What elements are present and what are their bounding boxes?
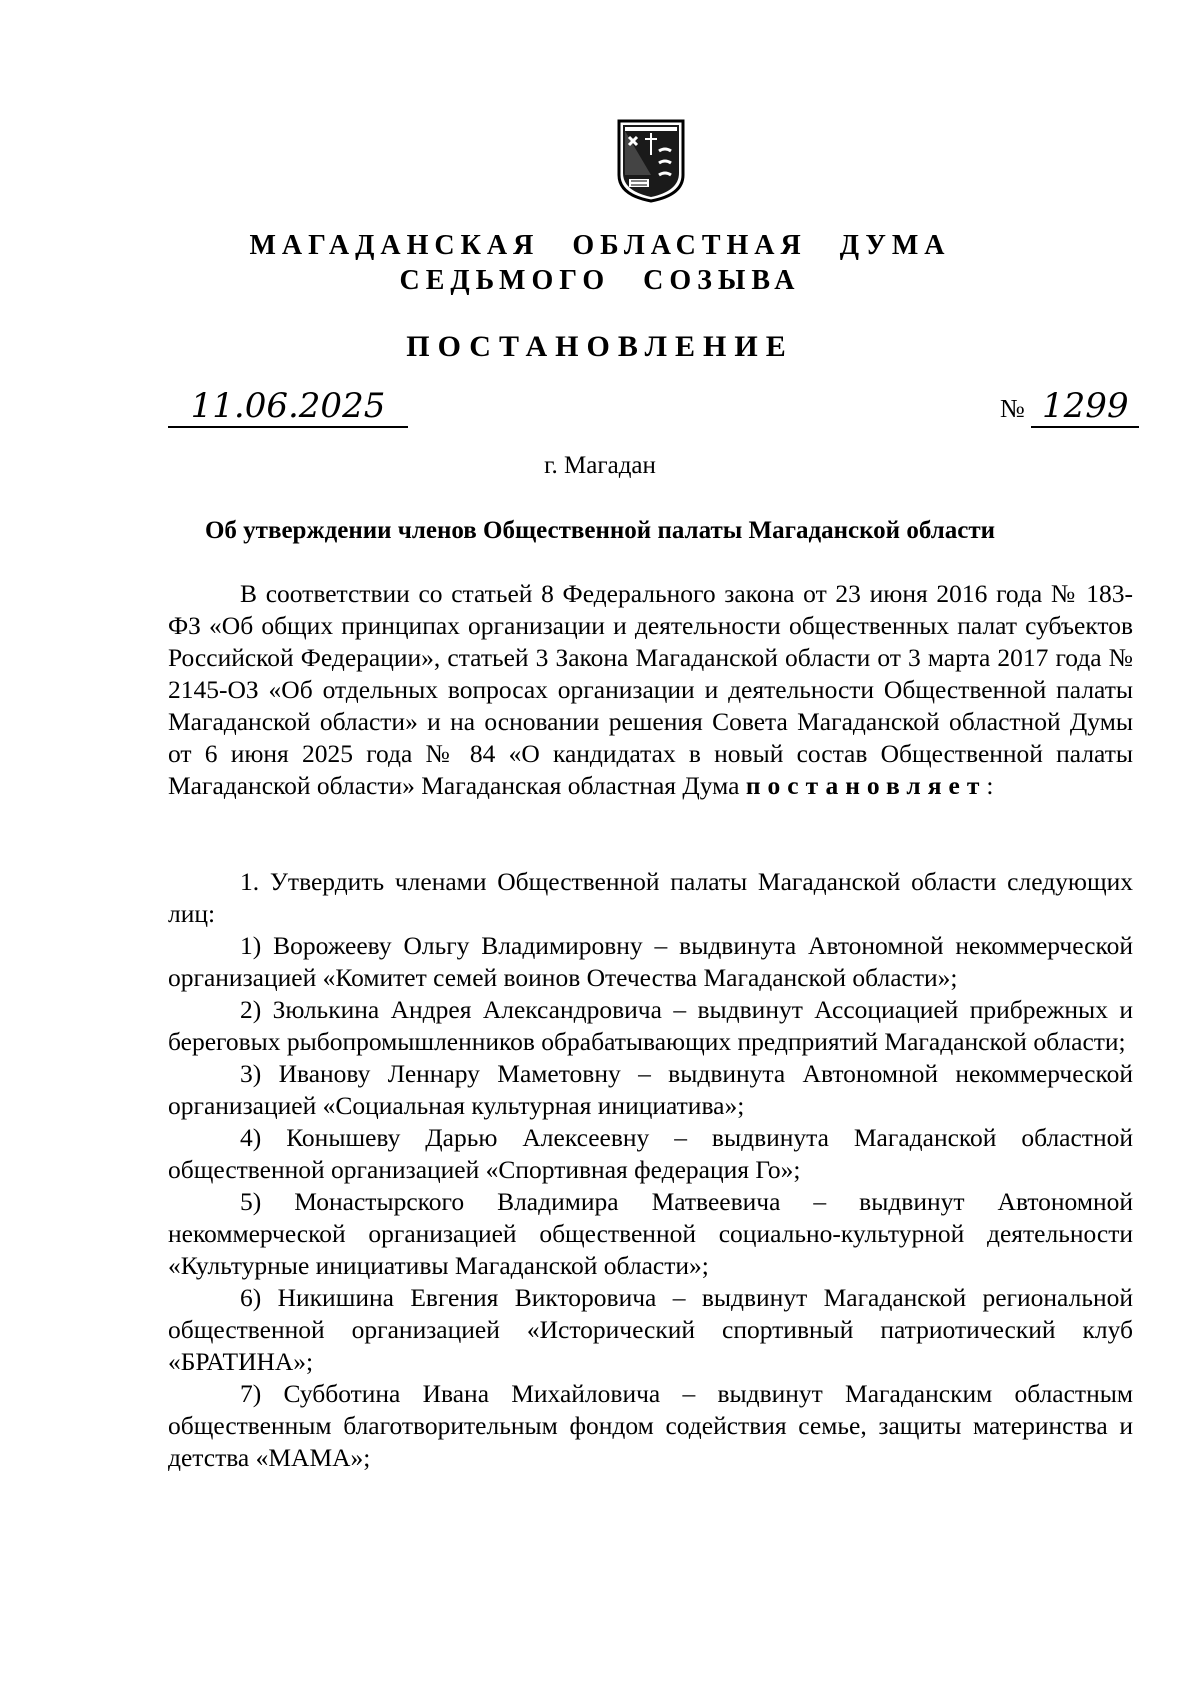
member-item: 1) Ворожееву Ольгу Владимировну – выдвинута Автономной некоммерческой организацией «Комитет семей воинов Отечества Магаданской области»;: [168, 931, 1133, 992]
member-item: 4) Конышеву Дарью Алексеевну – выдвинута Магаданской областной общественной организацией «Спортивная федерация Го»;: [168, 1123, 1133, 1184]
document-subject: Об утверждении членов Общественной палаты Магаданской области: [204, 517, 995, 544]
resolves-word: постановляет: [745, 771, 987, 800]
member-item: 5) Монастырского Владимира Матвеевича – выдвинут Автономной некоммерческой организацией общественной социально-культурной деятельности «Культурные инициативы Магаданской области»;: [168, 1187, 1133, 1280]
preamble: [168, 578, 1133, 802]
member-item: 3) Иванову Леннару Маметовну – выдвинута Автономной некоммерческой организацией «Социальная культурная инициатива»;: [168, 1059, 1133, 1120]
decision-list: [168, 866, 1133, 1474]
convocation: СЕДЬМОГО СОЗЫВА: [399, 265, 801, 296]
handwritten-number: 1299: [1031, 386, 1139, 428]
number-field: [1000, 386, 1150, 429]
member-item: 2) Зюлькина Андрея Александровича – выдвинут Ассоциацией прибрежных и береговых рыбопромышленников обрабатывающих предприятий Магаданской области;: [168, 995, 1133, 1056]
handwritten-date: 11.06.2025: [168, 386, 408, 428]
decision-point-1: 1. Утвердить членами Общественной палаты Магаданской области следующих лиц:: [168, 867, 1133, 928]
city: г. Магадан: [544, 452, 656, 479]
coat-of-arms-icon: [611, 115, 691, 205]
organization-name: МАГАДАНСКАЯ ОБЛАСТНАЯ ДУМА: [249, 230, 951, 261]
preamble-paragraph: [168, 578, 1133, 802]
preamble-text: В соответствии со статьей 8 Федерального закона от 23 июня 2016 года № 183-ФЗ «Об общих принципах организации и деятельности общественных палат субъектов Российской Федерации», статьей 3 Закона Магаданской области от 3 марта 2017 года № 2145-ОЗ «Об отдельных вопросах организации и деятельности Общественной палаты Магаданской области» и на основании решения Совета Магаданской областной Думы от 6 июня 2025 года № 84 «О кандидатах в новый состав Общественной палаты Магаданской области» Магаданская областная Дума: [168, 579, 1133, 800]
number-label: №: [1000, 394, 1025, 423]
date-field: [168, 386, 408, 428]
document-type: ПОСТАНОВЛЕНИЕ: [406, 330, 794, 363]
resolves-colon: :: [986, 771, 994, 800]
member-item: 6) Никишина Евгения Викторовича – выдвинут Магаданской региональной общественной организацией «Исторический спортивный патриотический клуб «БРАТИНА»;: [168, 1283, 1133, 1376]
member-item: 7) Субботина Ивана Михайловича – выдвинут Магаданским областным общественным благотворительным фондом содействия семье, защиты материнства и детства «МАМА»;: [168, 1379, 1133, 1472]
